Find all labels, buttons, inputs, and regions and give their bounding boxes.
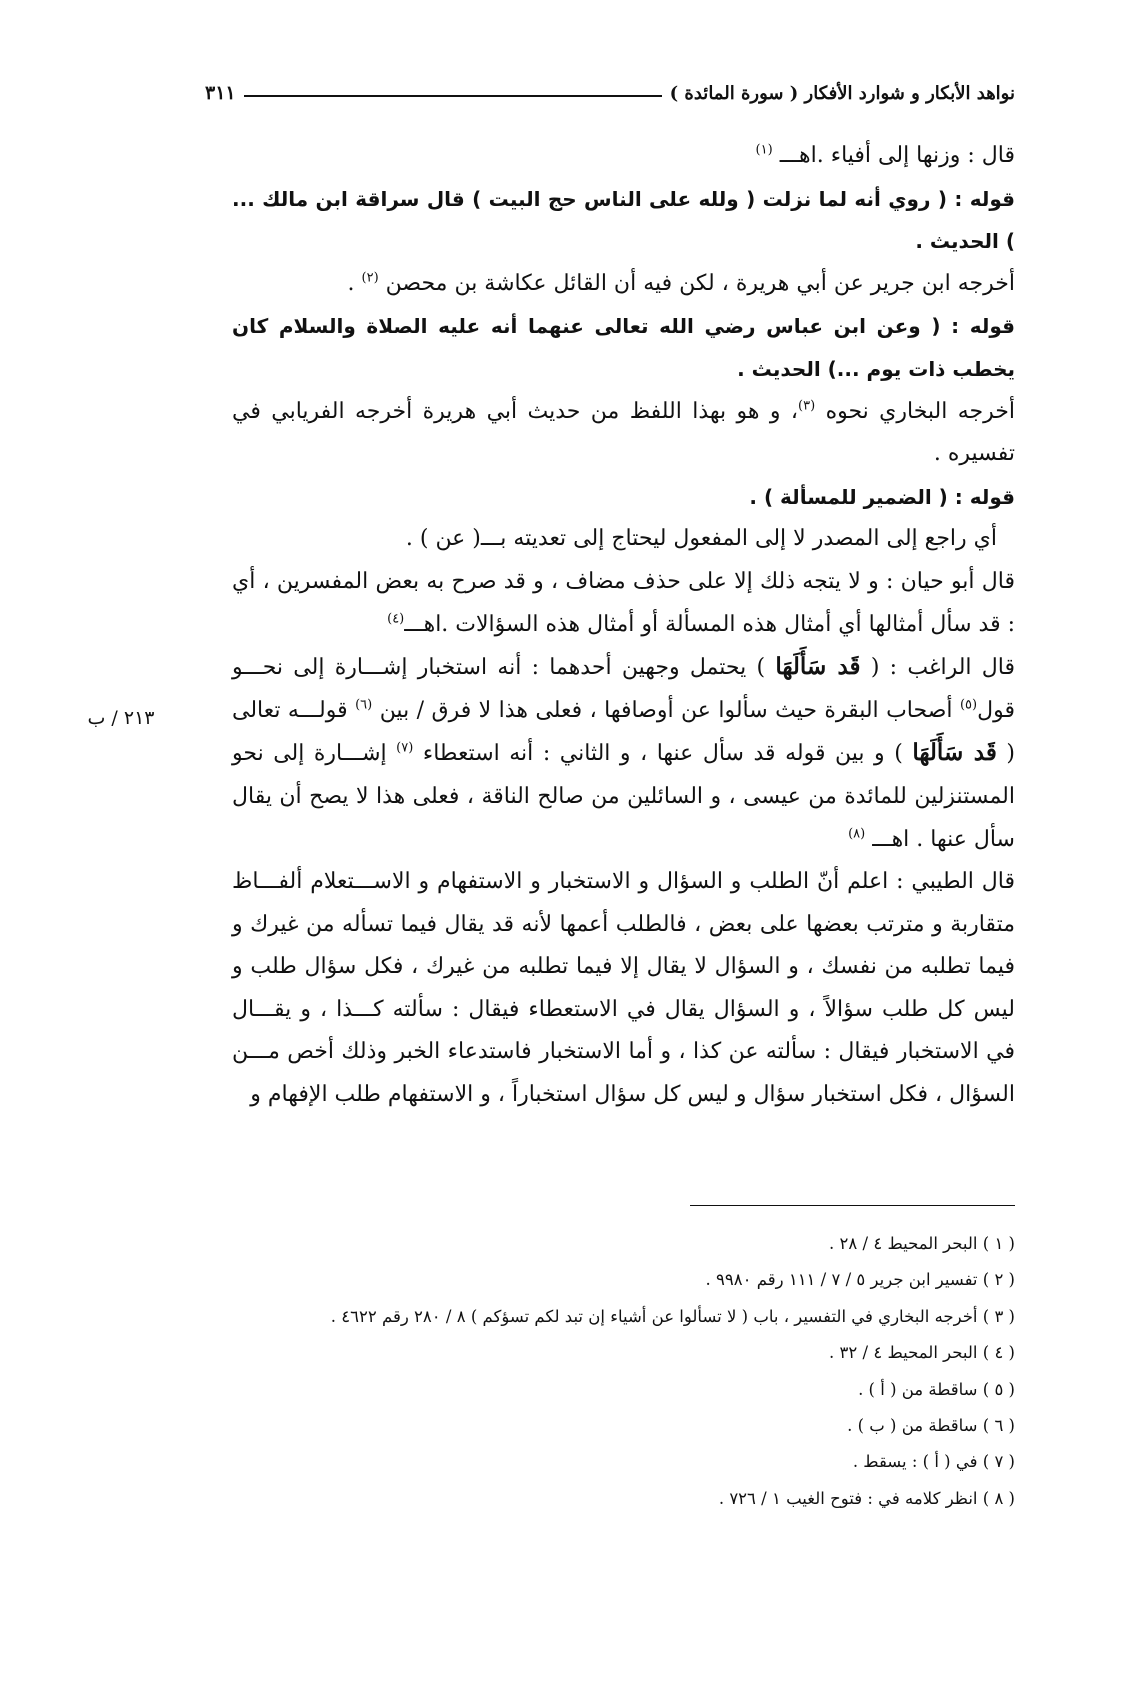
main-text (232, 135, 1015, 1117)
quote-heading: قوله : ( روي أنه لما نزلت ( ولله على الناس حج البيت ) قال سراقة ابن مالك ... ) الحديث . (232, 186, 1015, 254)
footnote-ref: (٨) (848, 826, 866, 842)
quote-heading: قوله : ( الضمير للمسألة ) . (749, 484, 1015, 509)
paragraph: أي راجع إلى المصدر لا إلى المفعول ليحتاج إلى تعديته بـــ( عن ) . (405, 526, 997, 552)
quran-phrase: قَد سَأَلَهَا (912, 739, 997, 767)
paragraph: قال أبو حيان : و لا يتجه ذلك إلا على حذف مضاف ، و قد صرح به بعض المفسرين ، أي : قد سأل أمثالها أي أمثال هذه المسألة أو أمثال هذه السؤالات .اهـــ$^{(٤)}$ (232, 568, 1015, 637)
footnote: ( ٨ ) انظر كلامه في : فتوح الغيب ١ / ٧٢٦ . (718, 1488, 1015, 1508)
footnote-ref: (٣) (798, 398, 816, 414)
paragraph: قال الراغب : ( قَد سَأَلَهَا ) يحتمل وجهين أحدهما : أنه استخبار إشـــارة إلى نحـــو قول$^{(٥)}$ أصحاب البقرة حيث سألوا عن أوصافها ، فعلى هذا لا فرق / بين $^{(٦)}$ قولـــه تعالى ( قَد سَأَلَهَا ) و بين قوله قد سأل عنها ، و الثاني : أنه استعطاء $^{(٧)}$ إشـــارة إلى نحو المستنزلين للمائدة من عيسى ، و السائلين من صالح الناقة ، فعلى هذا لا يصح أن يقال سأل عنها . اهـــ $^{(٨)}$ (232, 653, 1015, 852)
footnote-ref: (١) (755, 142, 773, 158)
page-number: ٣١١ (205, 82, 236, 104)
footnote-ref: (٢) (361, 270, 379, 286)
footnote: ( ٥ ) ساقطة من ( أ ) . (858, 1379, 1015, 1399)
footnote-ref: (٦) (355, 697, 373, 713)
paragraph: أخرجه البخاري نحوه $^{(٣)}$، و هو بهذا اللفظ من حديث أبي هريرة أخرجه الفريابي في تفسيره . (232, 398, 1016, 467)
paragraph: أخرجه ابن جرير عن أبي هريرة ، لكن فيه أن القائل عكاشة بن محصن $^{(٢)}$ . (347, 270, 1015, 296)
footnotes (232, 1226, 1015, 1517)
running-header (205, 78, 1015, 108)
quote-heading: قوله : ( وعن ابن عباس رضي الله تعالى عنهما أنه عليه الصلاة والسلام كان يخطب ذات يوم ...) الحديث . (232, 314, 1015, 381)
header-rule (244, 95, 662, 97)
footnote-separator (690, 1205, 1015, 1206)
footnote-ref: (٧) (396, 740, 414, 756)
paragraph: قال : وزنها إلى أفياء .اهـــ $^{(١)}$ (755, 142, 1015, 168)
header-title: نواهد الأبكار و شوارد الأفكار ( سورة المائدة ) (669, 82, 1015, 104)
paragraph: قال الطيبي : اعلم أنّ الطلب و السؤال و الاستخبار و الاستفهام و الاســـتعلام ألفـــاظ متقاربة و مترتب بعضها على بعض ، فالطلب أعمها لأنه قد يقال فيما تسأله من غيرك و فيما تطلبه من نفسك ، و السؤال لا يقال إلا فيما تطلبه من غيرك ، فكل سؤال طلب و ليس كل طلب سؤالاً ، و السؤال يقال في الاستعطاء فيقال : سألته كـــذا ، و يقـــال في الاستخبار فيقال : سألته عن كذا ، و أما الاستخبار فاستدعاء الخبر وذلك أخص مـــن السؤال ، فكل استخبار سؤال و ليس كل سؤال استخباراً ، و الاستفهام طلب الإفهام و (232, 869, 1015, 1108)
footnote-ref: (٥) (959, 697, 978, 713)
footnote: ( ٤ ) البحر المحيط ٤ / ٣٢ . (829, 1343, 1015, 1363)
quran-phrase: قَد سَأَلَهَا (775, 653, 861, 681)
footnote: ( ٢ ) تفسير ابن جرير ٥ / ٧ / ١١١ رقم ٩٩٨٠ . (705, 1270, 1015, 1290)
footnote: ( ١ ) البحر المحيط ٤ / ٢٨ . (829, 1234, 1015, 1253)
footnote: ( ٣ ) أخرجه البخاري في التفسير ، باب ( لا تسألوا عن أشياء إن تبد لكم تسؤكم ) ٨ / ٢٨٠ رقم ٤٦٢٢ . (330, 1306, 1015, 1326)
footnote: ( ٦ ) ساقطة من ( ب ) . (847, 1416, 1015, 1436)
margin-manuscript-ref: ٢١٣ / ب (87, 707, 155, 729)
footnote: ( ٧ ) في ( أ ) : يسقط . (852, 1452, 1015, 1472)
footnote-ref: (٤) (387, 611, 405, 627)
